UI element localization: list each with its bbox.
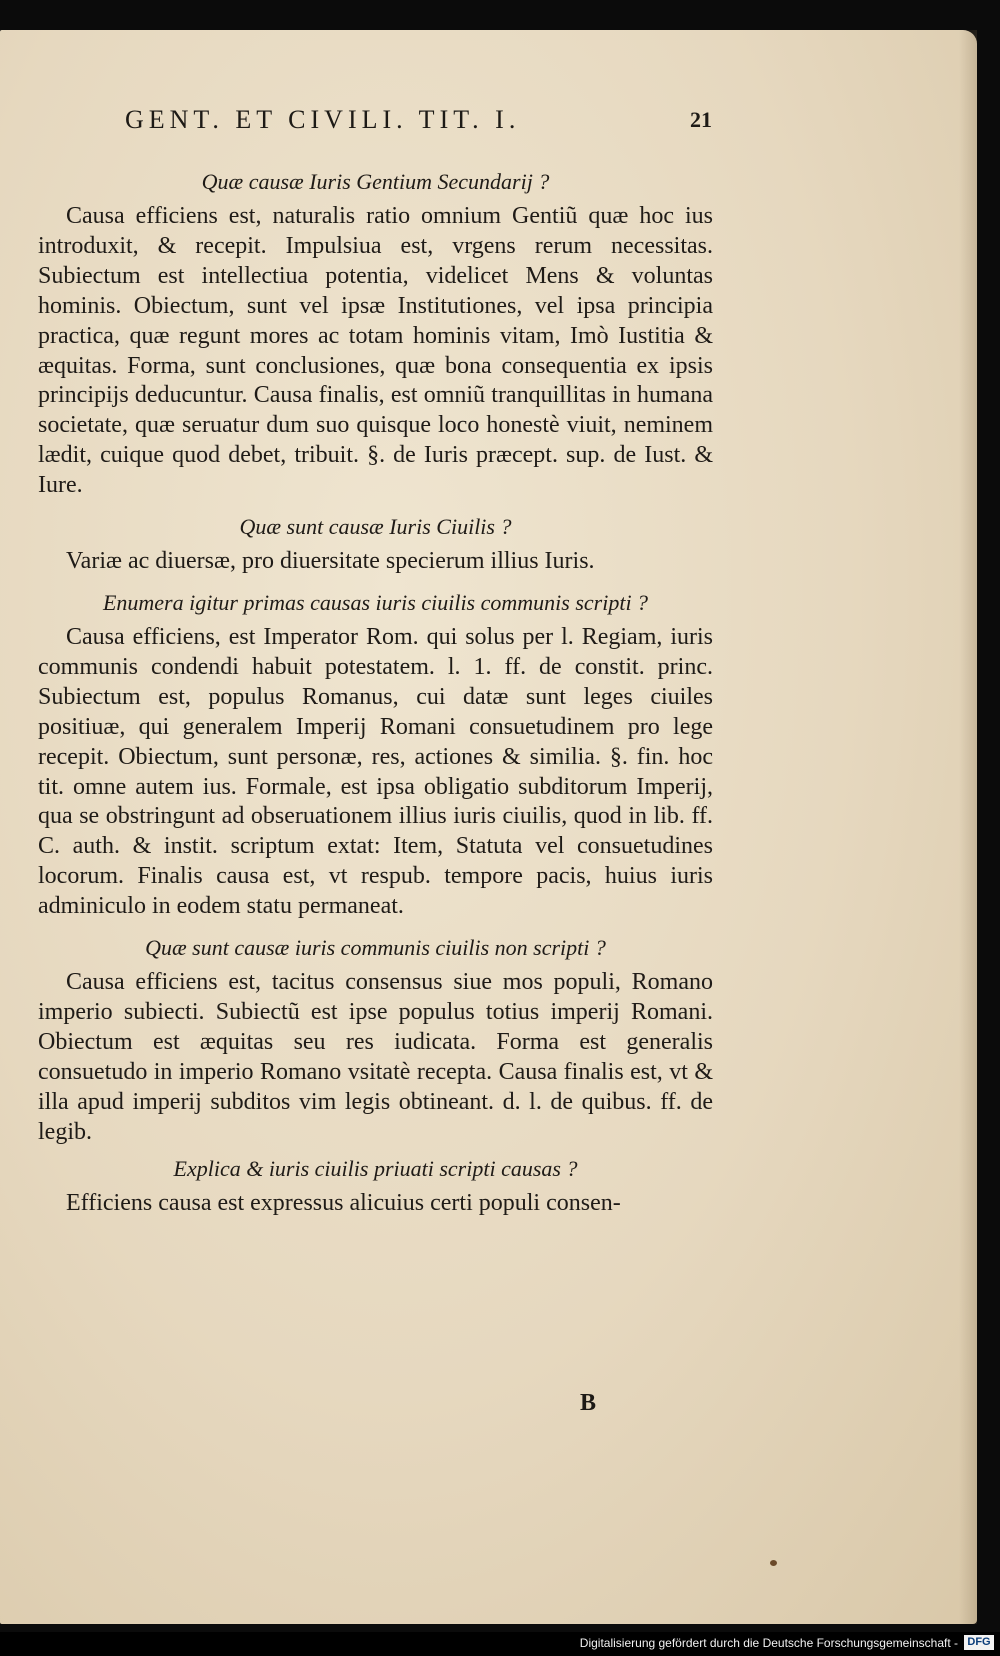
page-number: 21 xyxy=(690,107,712,132)
digitization-footer xyxy=(0,1632,1000,1656)
dfg-logo-icon: DFG xyxy=(964,1635,994,1650)
answer-paragraph xyxy=(38,968,713,1147)
question-heading: Explica & iuris ciuilis priuati scripti causas ? xyxy=(173,1156,578,1182)
signature-mark: B xyxy=(580,1390,597,1416)
text-block xyxy=(38,160,713,1219)
answer-paragraph xyxy=(38,623,713,922)
question-heading: Enumera igitur primas causas iuris ciuilis communis scripti ? xyxy=(102,589,649,615)
question-heading: Quæ sunt causæ iuris communis ciuilis non scripti ? xyxy=(145,935,606,961)
footer-text: Digitalisierung gefördert durch die Deutsche Forschungsgemeinschaft - xyxy=(579,1636,958,1650)
answer-text: Causa efficiens est, tacitus consensus siue mos populi, Romano imperio subiecti. Subiectũ est ipse populus totius imperij Romani. Obiectum est æquitas seu res iudicata. Forma est generalis consuetudo in imperio Romano vsitatè recepta. Causa finalis est, vt & illa apud imperij subditos vim legis obtineant. d. l. de quibus. ff. de legib. xyxy=(38,969,713,1145)
answer-paragraph xyxy=(38,202,713,501)
answer-paragraph xyxy=(38,547,713,577)
answer-text: Causa efficiens, est Imperator Rom. qui solus per l. Regiam, iuris communis condendi habuit potestatem. l. 1. ff. de constit. princ. Subiectum est, populus Romanus, cui datæ sunt leges ciuiles positiuæ, qui generalem Imperij Romani consuetudinem pro lege recepit. Obiectum, sunt personæ, res, actiones & similia. §. fin. hoc tit. omne autem ius. Formale, est ipsa obligatio subditorum Imperij, qua se obstringunt ad obseruationem illius iuris ciuilis, quod in lib. ff. C. auth. & instit. scriptum extat: Item, Statuta vel consuetudines locorum. Finalis causa est, vt respub. tempore pacis, huius iuris adminiculo in eodem statu permaneat. xyxy=(38,623,713,920)
answer-text: Causa efficiens est, naturalis ratio omnium Gentiũ quæ hoc ius introduxit, & recepit. Impulsiua est, vrgens rerum necessitas. Subiectum est intellectiua potentia, videlicet Mens & voluntas hominis. Obiectum, sunt vel ipsæ Institutiones, vel ipsa principia practica, quæ regunt mores ac totam hominis vitam, Imò Iustitia & æquitas. Forma, sunt conclusiones, quæ bona consequentia ex ipsis principijs deducuntur. Causa finalis, est omniũ tranquillitas in humana societate, quæ seruatur dum suo quisque loco honestè viuit, neminem lædit, cuique quod debet, tribuit. §. de Iuris præcept. sup. de Iust. & Iure. xyxy=(38,203,713,499)
question-heading: Quæ sunt causæ Iuris Ciuilis ? xyxy=(239,514,512,540)
running-header: GENT. ET CIVILI. TIT. I. xyxy=(125,105,521,134)
paper-stain xyxy=(770,1560,777,1566)
book-page xyxy=(0,30,977,1624)
question-heading: Quæ causæ Iuris Gentium Secundarij ? xyxy=(201,169,550,194)
answer-paragraph xyxy=(38,1189,713,1219)
answer-text: Variæ ac diuersæ, pro diuersitate specierum illius Iuris. xyxy=(66,548,595,575)
answer-text: Efficiens causa est expressus alicuius certi populi consen- xyxy=(66,1190,621,1217)
